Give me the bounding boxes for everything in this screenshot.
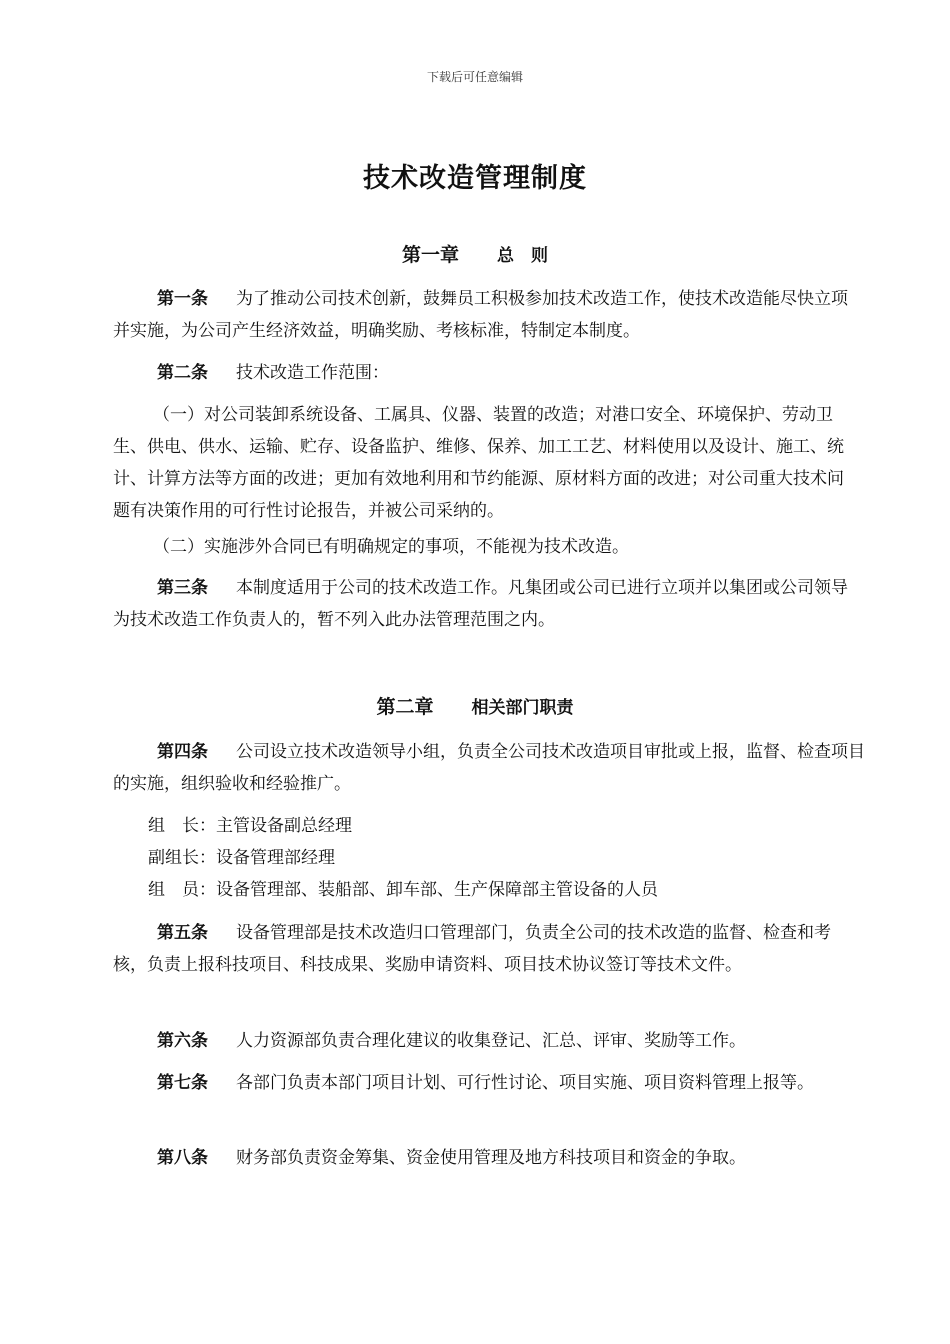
article-4-label: 第四条 [157, 742, 208, 762]
article-1 [113, 283, 858, 347]
page-header: 下载后可任意编辑 [426, 70, 523, 84]
article-6-label: 第六条 [157, 1031, 208, 1051]
article-7-label: 第七条 [157, 1073, 208, 1093]
group-vice-leader-line: 副组长：设备管理部经理 [148, 848, 335, 868]
article-2 [113, 357, 858, 389]
article-8-label: 第八条 [157, 1148, 208, 1168]
article-2-item-2: （二）实施涉外合同已有明确规定的事项，不能视为技术改造。 [153, 537, 629, 557]
article-6 [113, 1025, 858, 1057]
article-5 [113, 917, 858, 981]
chapter-1-number: 第一章 [401, 244, 459, 266]
document-title: 技术改造管理制度 [363, 163, 587, 194]
article-8 [113, 1142, 858, 1174]
article-7 [113, 1067, 858, 1099]
article-7-text: 各部门负责本部门项目计划、可行性讨论、项目实施、项目资料管理上报等。 [236, 1073, 814, 1093]
chapter-2-number: 第二章 [376, 696, 434, 718]
article-3 [113, 572, 858, 636]
article-1-label: 第一条 [157, 289, 208, 309]
article-6-text: 人力资源部负责合理化建议的收集登记、汇总、评审、奖励等工作。 [236, 1031, 746, 1051]
chapter-1-heading [0, 240, 950, 267]
article-2-label: 第二条 [157, 363, 208, 383]
article-2-text: 技术改造工作范围： [236, 363, 389, 383]
article-5-text: 设备管理部是技术改造归口管理部门，负责全公司的技术改造的监督、检查和考核，负责上报科技项目、科技成果、奖励申请资料、项目技术协议签订等技术文件。 [113, 923, 831, 975]
article-4 [113, 736, 873, 800]
chapter-1-name: 总 则 [497, 246, 548, 266]
article-4-text: 公司设立技术改造领导小组，负责全公司技术改造项目审批或上报，监督、检查项目的实施，组织验收和经验推广。 [113, 742, 865, 794]
group-members-line: 组 员：设备管理部、装船部、卸车部、生产保障部主管设备的人员 [148, 880, 658, 900]
article-5-label: 第五条 [157, 923, 208, 943]
article-2-item-1: （一）对公司装卸系统设备、工属具、仪器、装置的改造；对港口安全、环境保护、劳动卫生、供电、供水、运输、贮存、设备监护、维修、保养、加工工艺、材料使用以及设计、施工、统计、计算方法等方面的改进；更加有效地利用和节约能源、原材料方面的改进；对公司重大技术问题有决策作用的可行性讨论报告，并被公司采纳的。 [113, 405, 844, 521]
article-3-label: 第三条 [157, 578, 208, 598]
group-leader-line: 组 长：主管设备副总经理 [148, 816, 352, 836]
article-8-text: 财务部负责资金筹集、资金使用管理及地方科技项目和资金的争取。 [236, 1148, 746, 1168]
article-1-text: 为了推动公司技术创新，鼓舞员工积极参加技术改造工作，使技术改造能尽快立项并实施，为公司产生经济效益，明确奖励、考核标准，特制定本制度。 [113, 289, 848, 341]
chapter-2-name: 相关部门职责 [471, 698, 574, 718]
chapter-2-heading [0, 692, 950, 719]
article-3-text: 本制度适用于公司的技术改造工作。凡集团或公司已进行立项并以集团或公司领导为技术改造工作负责人的，暂不列入此办法管理范围之内。 [113, 578, 848, 630]
